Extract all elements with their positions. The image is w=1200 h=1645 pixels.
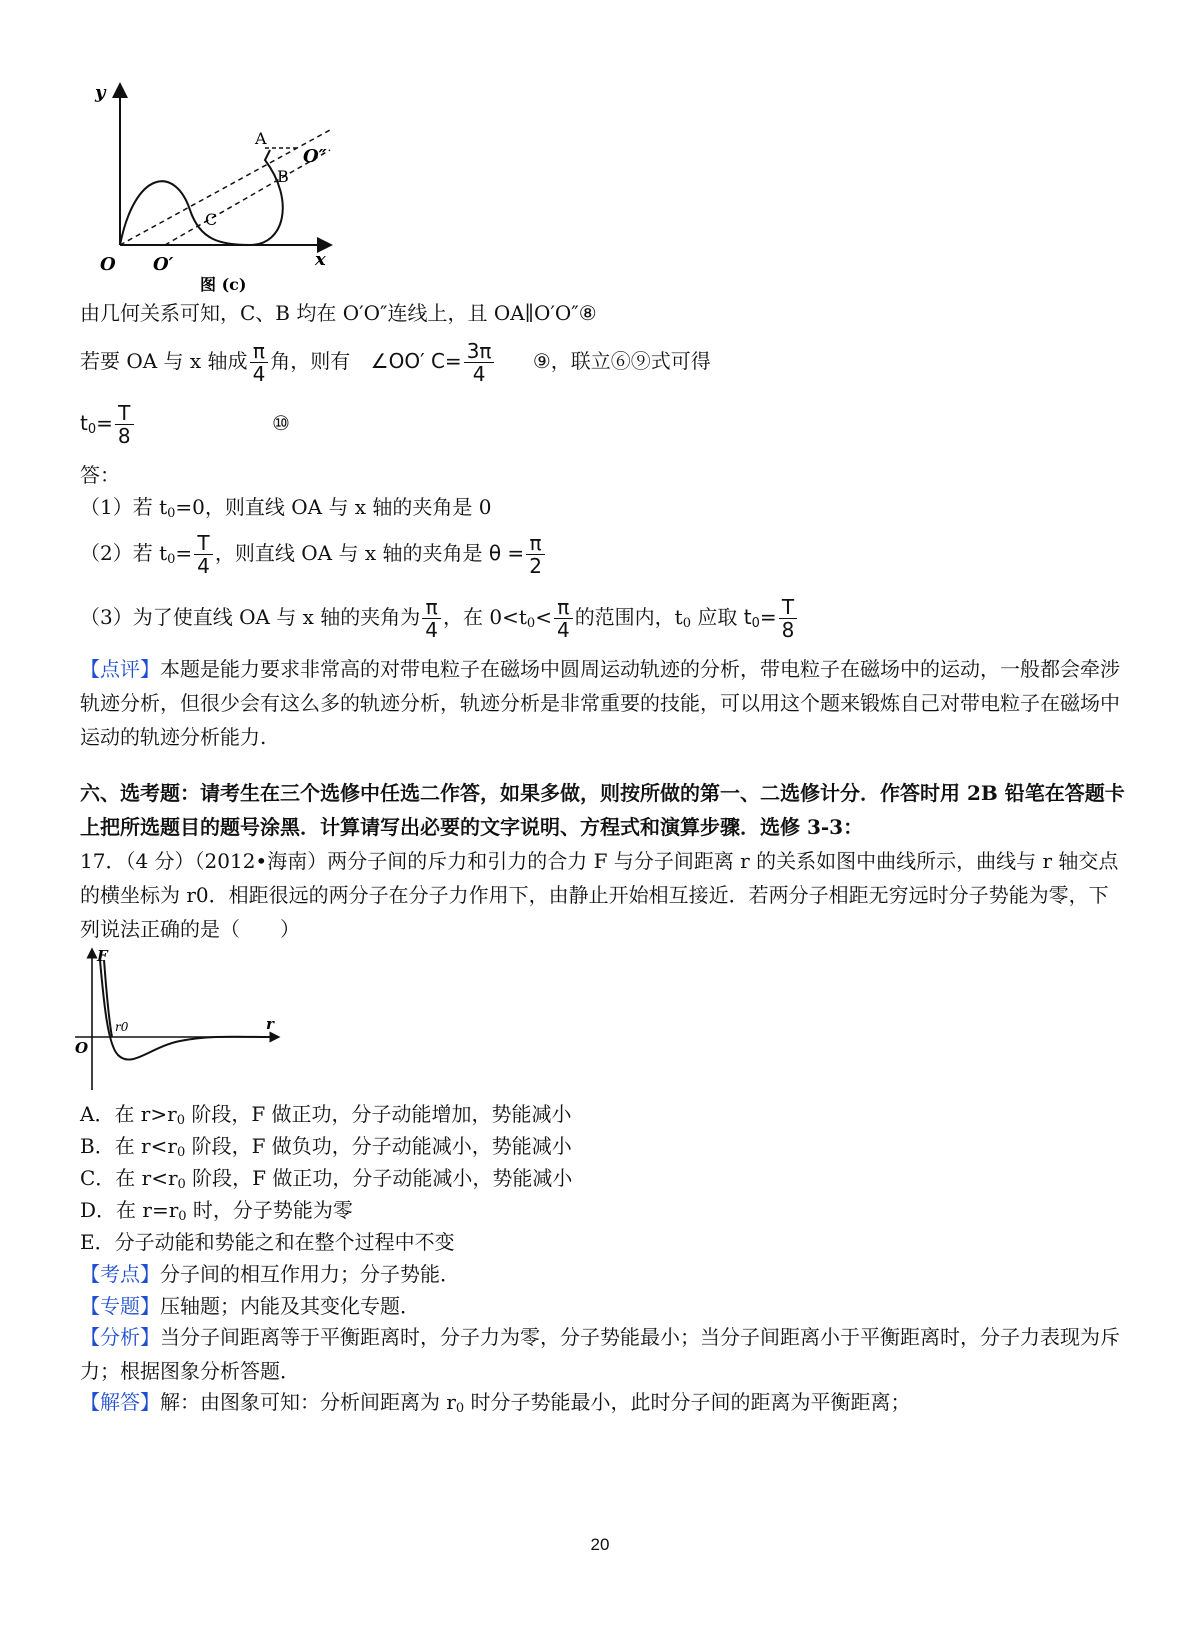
fraction [554, 596, 573, 641]
zhuanti-tag: 【专题】 [80, 1294, 160, 1318]
jieda-line: 【解答】解：由图象可知：分析间距离为 $r_0$ 时分子势能最小，此时分子间的距离为平衡距离； [80, 1390, 911, 1416]
line-oa [120, 130, 330, 245]
numerator: π [554, 596, 573, 619]
comment-paragraph [80, 652, 1125, 754]
eq-number: ⑩ [271, 411, 290, 435]
fenxi-paragraph [80, 1320, 1125, 1388]
subscript: 0 [167, 552, 176, 567]
fraction [194, 532, 213, 577]
trajectory [120, 150, 283, 245]
less-than: < [535, 605, 552, 629]
fraction [526, 532, 545, 577]
section-6-heading: 六、选考题：请考生在三个选修中任选二作答，如果多做，则按所做的第一、二选修计分．作答时用 2B 铅笔在答题卡上把所选题目的题号涂黑．计算请写出必要的文字说明、方程式和演算步骤．选修 3-3： [80, 781, 1125, 839]
angle-pre: 若要 OA 与 x 轴成 [80, 349, 248, 373]
numerator: 3π [464, 340, 495, 363]
fraction [779, 596, 798, 641]
denominator: 8 [117, 424, 131, 448]
zhuanti-line [80, 1293, 420, 1319]
origin-label: O [100, 254, 116, 275]
angle-post: ，联立⑥⑨式可得 [550, 349, 711, 373]
axis-y-label: y [95, 82, 106, 103]
angle-line [80, 334, 711, 389]
theta-expr: θ = [488, 541, 525, 565]
numerator: T [194, 532, 213, 555]
option-c: C．在 $r<r_0$ 阶段，F 做正功，分子动能减小，势能减小 [80, 1166, 573, 1192]
ans3-pre: （3）为了使直线 OA 与 x 轴的夹角为 [80, 605, 421, 629]
figure-force [70, 945, 285, 1095]
ans2-pre: （2）若 t [80, 541, 168, 565]
numerator: π [526, 532, 545, 555]
ans3-mid: ，在 0<t [443, 605, 527, 629]
denominator: 4 [472, 362, 486, 386]
geometry-text: 由几何关系可知，C、B 均在 O′O″连线上，且 OA∥O′O″ [80, 301, 579, 325]
force-curve [100, 960, 270, 1060]
ans3-post2: 应取 [691, 605, 738, 629]
fenxi-tag: 【分析】 [80, 1325, 160, 1349]
denominator: 4 [252, 362, 266, 386]
fraction [250, 340, 269, 385]
comment-text: 本题是能力要求非常高的对带电粒子在磁场中圆周运动轨迹的分析，带电粒子在磁场中的运动，一般都会牵涉轨迹分析，但很少会有这么多的轨迹分析，轨迹分析是非常重要的技能，可以用这个题来锻炼自己对带电粒子在磁场中运动的轨迹分析能力. [80, 657, 1120, 749]
option-b: B．在 $r<r_0$ 阶段，F 做负功，分子动能减小，势能减小 [80, 1134, 572, 1160]
answer-2 [80, 526, 547, 581]
answer-label: 答： [80, 463, 120, 487]
eq-number: ⑨ [532, 349, 551, 373]
point-c-label: C [205, 210, 218, 229]
answer-1: （1）若 $t_0=0$，则直线 OA 与 x 轴的夹角是 0 [80, 495, 492, 521]
axis-r-label: r [266, 1015, 274, 1033]
o-dprime-label: O″ [303, 146, 327, 167]
kaodian-text: 分子间的相互作用力；分子势能． [160, 1262, 460, 1286]
numerator: π [422, 596, 441, 619]
t0-line [80, 396, 290, 451]
denominator: 4 [197, 554, 210, 578]
denominator: 4 [556, 618, 570, 642]
equals: = [96, 411, 113, 435]
numerator: T [115, 402, 134, 425]
denominator: 2 [529, 554, 542, 578]
subscript: 0 [526, 616, 536, 631]
r0-label: r0 [115, 1020, 129, 1034]
fraction [115, 402, 134, 447]
fenxi-text: 当分子间距离等于平衡距离时，分子力为零，分子势能最小；当分子间距离小于平衡距离时，分子力表现为斥力；根据图象分析答题． [80, 1325, 1120, 1383]
point-a-label: A [255, 129, 267, 148]
denominator: 8 [781, 618, 795, 642]
denominator: 4 [425, 618, 439, 642]
numerator: π [250, 340, 269, 363]
figure-c [85, 80, 345, 295]
o-prime-label: O′ [153, 254, 174, 275]
numerator: T [779, 596, 798, 619]
figure-caption: 图 (c) [200, 275, 247, 294]
subscript: 0 [87, 422, 97, 437]
origin-label: O [75, 1039, 89, 1057]
page-number: 20 [590, 1535, 610, 1554]
zhuanti-text: 压轴题；内能及其变化专题． [160, 1294, 420, 1318]
equals: = [759, 605, 777, 629]
t-symbol: t [80, 411, 88, 435]
axis-x-label: x [315, 249, 326, 270]
equals: = [175, 541, 193, 565]
geometry-line [80, 300, 597, 326]
t-symbol: t [743, 605, 752, 629]
jieda-tag: 【解答】 [80, 1390, 160, 1414]
option-e: E．分子动能和势能之和在整个过程中不变 [80, 1230, 455, 1254]
subscript: 0 [751, 616, 760, 631]
question-17: 17．（4 分）（2012•海南）两分子间的斥力和引力的合力 F 与分子间距离 r 的关系如图中曲线所示，曲线与 r 轴交点的横坐标为 r0．相距很远的两分子在分子力作用下，由静止开始相互接近．若两分子相距无穷远时分子势能为零，下列说法正确的是（ ） [80, 849, 1119, 941]
ans3-post: 的范围内，t [574, 605, 683, 629]
option-d: D．在 $r=r_0$ 时，分子势能为零 [80, 1198, 353, 1224]
fraction [422, 596, 441, 641]
option-a: A．在 $r>r_0$ 阶段，F 做正功，分子动能增加，势能减小 [80, 1102, 572, 1128]
angle-expr: ∠OO′ C= [370, 349, 462, 373]
ans2-mid: ，则直线 OA 与 x 轴的夹角是 [214, 541, 483, 565]
answer-3 [80, 590, 799, 645]
angle-mid: 角，则有 [270, 349, 351, 373]
point-b-label: B [277, 167, 289, 186]
kaodian-tag: 【考点】 [80, 1262, 160, 1286]
subscript: 0 [682, 616, 692, 631]
comment-tag: 【点评】 [80, 657, 160, 681]
eq-number: ⑧ [578, 301, 597, 325]
axis-f-label: F [97, 947, 108, 965]
kaodian-line [80, 1261, 460, 1287]
fraction [464, 340, 495, 385]
